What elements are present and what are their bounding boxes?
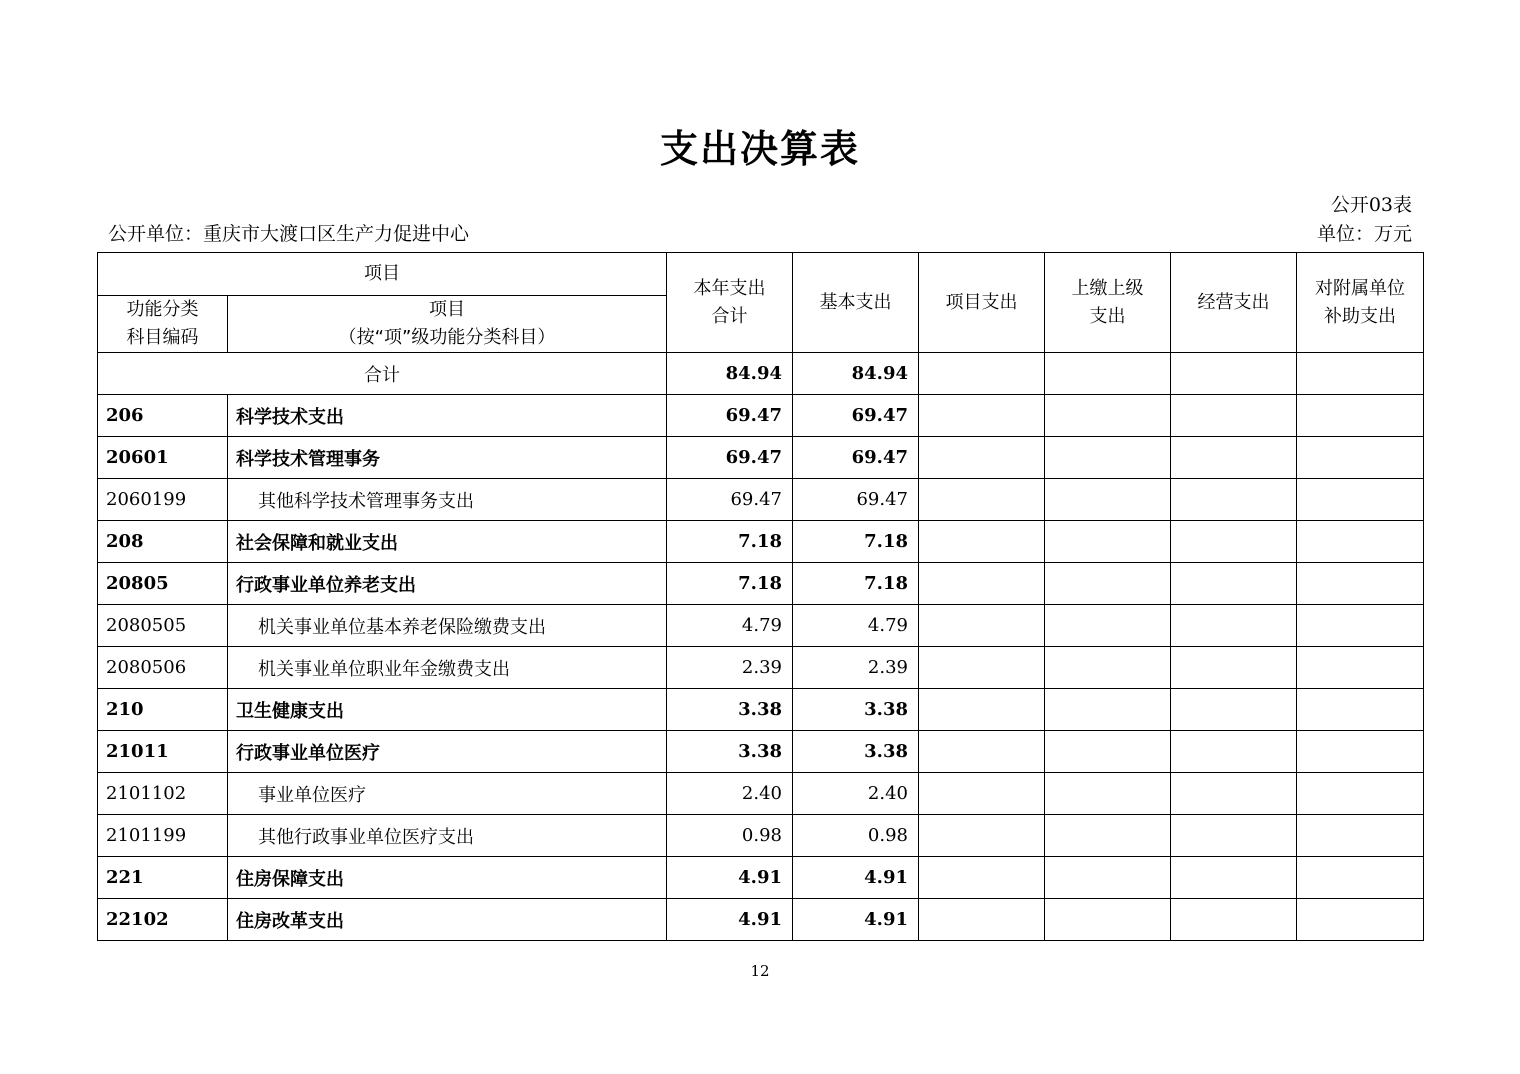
row-total: 3.38 (667, 731, 793, 773)
header-item-group: 项目 (98, 253, 667, 296)
page-title: 支出决算表 (659, 127, 860, 171)
empty-cell (1171, 395, 1297, 437)
row-basic: 69.47 (793, 479, 919, 521)
empty-cell (1297, 479, 1424, 521)
empty-cell (1171, 563, 1297, 605)
row-basic: 3.38 (793, 689, 919, 731)
empty-cell (1297, 521, 1424, 563)
header-subsidy: 对附属单位 补助支出 (1297, 253, 1424, 353)
empty-cell (919, 395, 1045, 437)
empty-cell (919, 479, 1045, 521)
header-business: 经营支出 (1171, 253, 1297, 353)
row-total: 2.39 (667, 647, 793, 689)
row-total: 7.18 (667, 521, 793, 563)
empty-cell (1297, 689, 1424, 731)
row-basic: 69.47 (793, 437, 919, 479)
table-row (98, 773, 1424, 815)
empty-cell (919, 605, 1045, 647)
empty-cell (1297, 815, 1424, 857)
empty-cell (919, 437, 1045, 479)
empty-cell (919, 647, 1045, 689)
empty-cell (919, 563, 1045, 605)
table-row (98, 815, 1424, 857)
table-row (98, 731, 1424, 773)
row-name: 科学技术支出 (228, 395, 667, 437)
page-number: 12 (750, 962, 770, 980)
empty-cell (919, 857, 1045, 899)
row-code: 21011 (98, 731, 228, 773)
table-row (98, 899, 1424, 941)
row-basic: 7.18 (793, 521, 919, 563)
row-total: 69.47 (667, 479, 793, 521)
empty-cell (919, 731, 1045, 773)
empty-cell (1171, 479, 1297, 521)
row-code: 210 (98, 689, 228, 731)
empty-cell (919, 773, 1045, 815)
empty-cell (1171, 773, 1297, 815)
empty-cell (1045, 773, 1171, 815)
header-project: 项目支出 (919, 253, 1045, 353)
table-row (98, 437, 1424, 479)
expenditure-table (97, 252, 1424, 941)
total-sum: 84.94 (667, 353, 793, 395)
row-code: 20805 (98, 563, 228, 605)
table-row (98, 605, 1424, 647)
row-name: 机关事业单位基本养老保险缴费支出 (228, 605, 667, 647)
table-row (98, 689, 1424, 731)
empty-cell (1297, 563, 1424, 605)
row-basic: 3.38 (793, 731, 919, 773)
unit-label: 单位：万元 (1316, 223, 1412, 245)
row-code: 221 (98, 857, 228, 899)
row-code: 2060199 (98, 479, 228, 521)
empty-cell (1045, 689, 1171, 731)
row-total: 0.98 (667, 815, 793, 857)
row-total: 3.38 (667, 689, 793, 731)
empty-cell (1171, 857, 1297, 899)
total-basic: 84.94 (793, 353, 919, 395)
table-row (98, 395, 1424, 437)
table-row (98, 521, 1424, 563)
row-total: 69.47 (667, 395, 793, 437)
row-total: 2.40 (667, 773, 793, 815)
row-total: 7.18 (667, 563, 793, 605)
row-name: 住房改革支出 (228, 899, 667, 941)
empty-cell (1297, 437, 1424, 479)
empty-cell (1297, 857, 1424, 899)
header-item: 项目 （按“项”级功能分类科目） (228, 296, 667, 353)
table-row (98, 563, 1424, 605)
empty-cell (919, 899, 1045, 941)
empty-cell (1045, 731, 1171, 773)
row-code: 206 (98, 395, 228, 437)
row-code: 2101102 (98, 773, 228, 815)
empty-cell (1171, 731, 1297, 773)
row-basic: 2.39 (793, 647, 919, 689)
empty-cell (1045, 395, 1171, 437)
empty-cell (1297, 605, 1424, 647)
empty-cell (1171, 605, 1297, 647)
row-code: 20601 (98, 437, 228, 479)
row-name: 行政事业单位医疗 (228, 731, 667, 773)
empty-cell (1045, 563, 1171, 605)
row-name: 住房保障支出 (228, 857, 667, 899)
row-name: 其他科学技术管理事务支出 (228, 479, 667, 521)
header-upper: 上缴上级 支出 (1045, 253, 1171, 353)
row-name: 事业单位医疗 (228, 773, 667, 815)
total-label: 合计 (98, 353, 667, 395)
header-basic: 基本支出 (793, 253, 919, 353)
row-basic: 4.79 (793, 605, 919, 647)
empty-cell (1171, 647, 1297, 689)
row-name: 行政事业单位养老支出 (228, 563, 667, 605)
empty-cell (1045, 815, 1171, 857)
row-total: 69.47 (667, 437, 793, 479)
header-total: 本年支出 合计 (667, 253, 793, 353)
empty-cell (1171, 815, 1297, 857)
total-row (98, 353, 1424, 395)
row-basic: 0.98 (793, 815, 919, 857)
row-name: 其他行政事业单位医疗支出 (228, 815, 667, 857)
empty-cell (1297, 899, 1424, 941)
table-row (98, 857, 1424, 899)
empty-cell (1171, 437, 1297, 479)
empty-cell (1045, 899, 1171, 941)
empty-cell (1045, 605, 1171, 647)
empty-cell (919, 815, 1045, 857)
table-row (98, 479, 1424, 521)
row-name: 科学技术管理事务 (228, 437, 667, 479)
empty-cell (1297, 647, 1424, 689)
row-total: 4.91 (667, 899, 793, 941)
empty-cell (919, 689, 1045, 731)
empty-cell (1045, 479, 1171, 521)
row-name: 机关事业单位职业年金缴费支出 (228, 647, 667, 689)
row-code: 2080506 (98, 647, 228, 689)
row-basic: 2.40 (793, 773, 919, 815)
row-basic: 4.91 (793, 857, 919, 899)
table-row (98, 647, 1424, 689)
empty-cell (1171, 689, 1297, 731)
empty-cell (919, 521, 1045, 563)
empty-cell (1297, 773, 1424, 815)
empty-cell (1171, 521, 1297, 563)
empty-cell (1297, 395, 1424, 437)
row-code: 2101199 (98, 815, 228, 857)
row-name: 社会保障和就业支出 (228, 521, 667, 563)
row-name: 卫生健康支出 (228, 689, 667, 731)
row-total: 4.79 (667, 605, 793, 647)
header-code: 功能分类 科目编码 (98, 296, 228, 353)
row-basic: 4.91 (793, 899, 919, 941)
empty-cell (1297, 731, 1424, 773)
row-basic: 7.18 (793, 563, 919, 605)
row-code: 22102 (98, 899, 228, 941)
empty-cell (1045, 521, 1171, 563)
row-code: 2080505 (98, 605, 228, 647)
empty-cell (1045, 647, 1171, 689)
row-basic: 69.47 (793, 395, 919, 437)
empty-cell (1171, 899, 1297, 941)
empty-cell (1045, 437, 1171, 479)
row-total: 4.91 (667, 857, 793, 899)
row-code: 208 (98, 521, 228, 563)
organization-label: 公开单位：重庆市大渡口区生产力促进中心 (108, 223, 470, 245)
empty-cell (1045, 857, 1171, 899)
form-number: 公开03表 (1330, 194, 1412, 216)
